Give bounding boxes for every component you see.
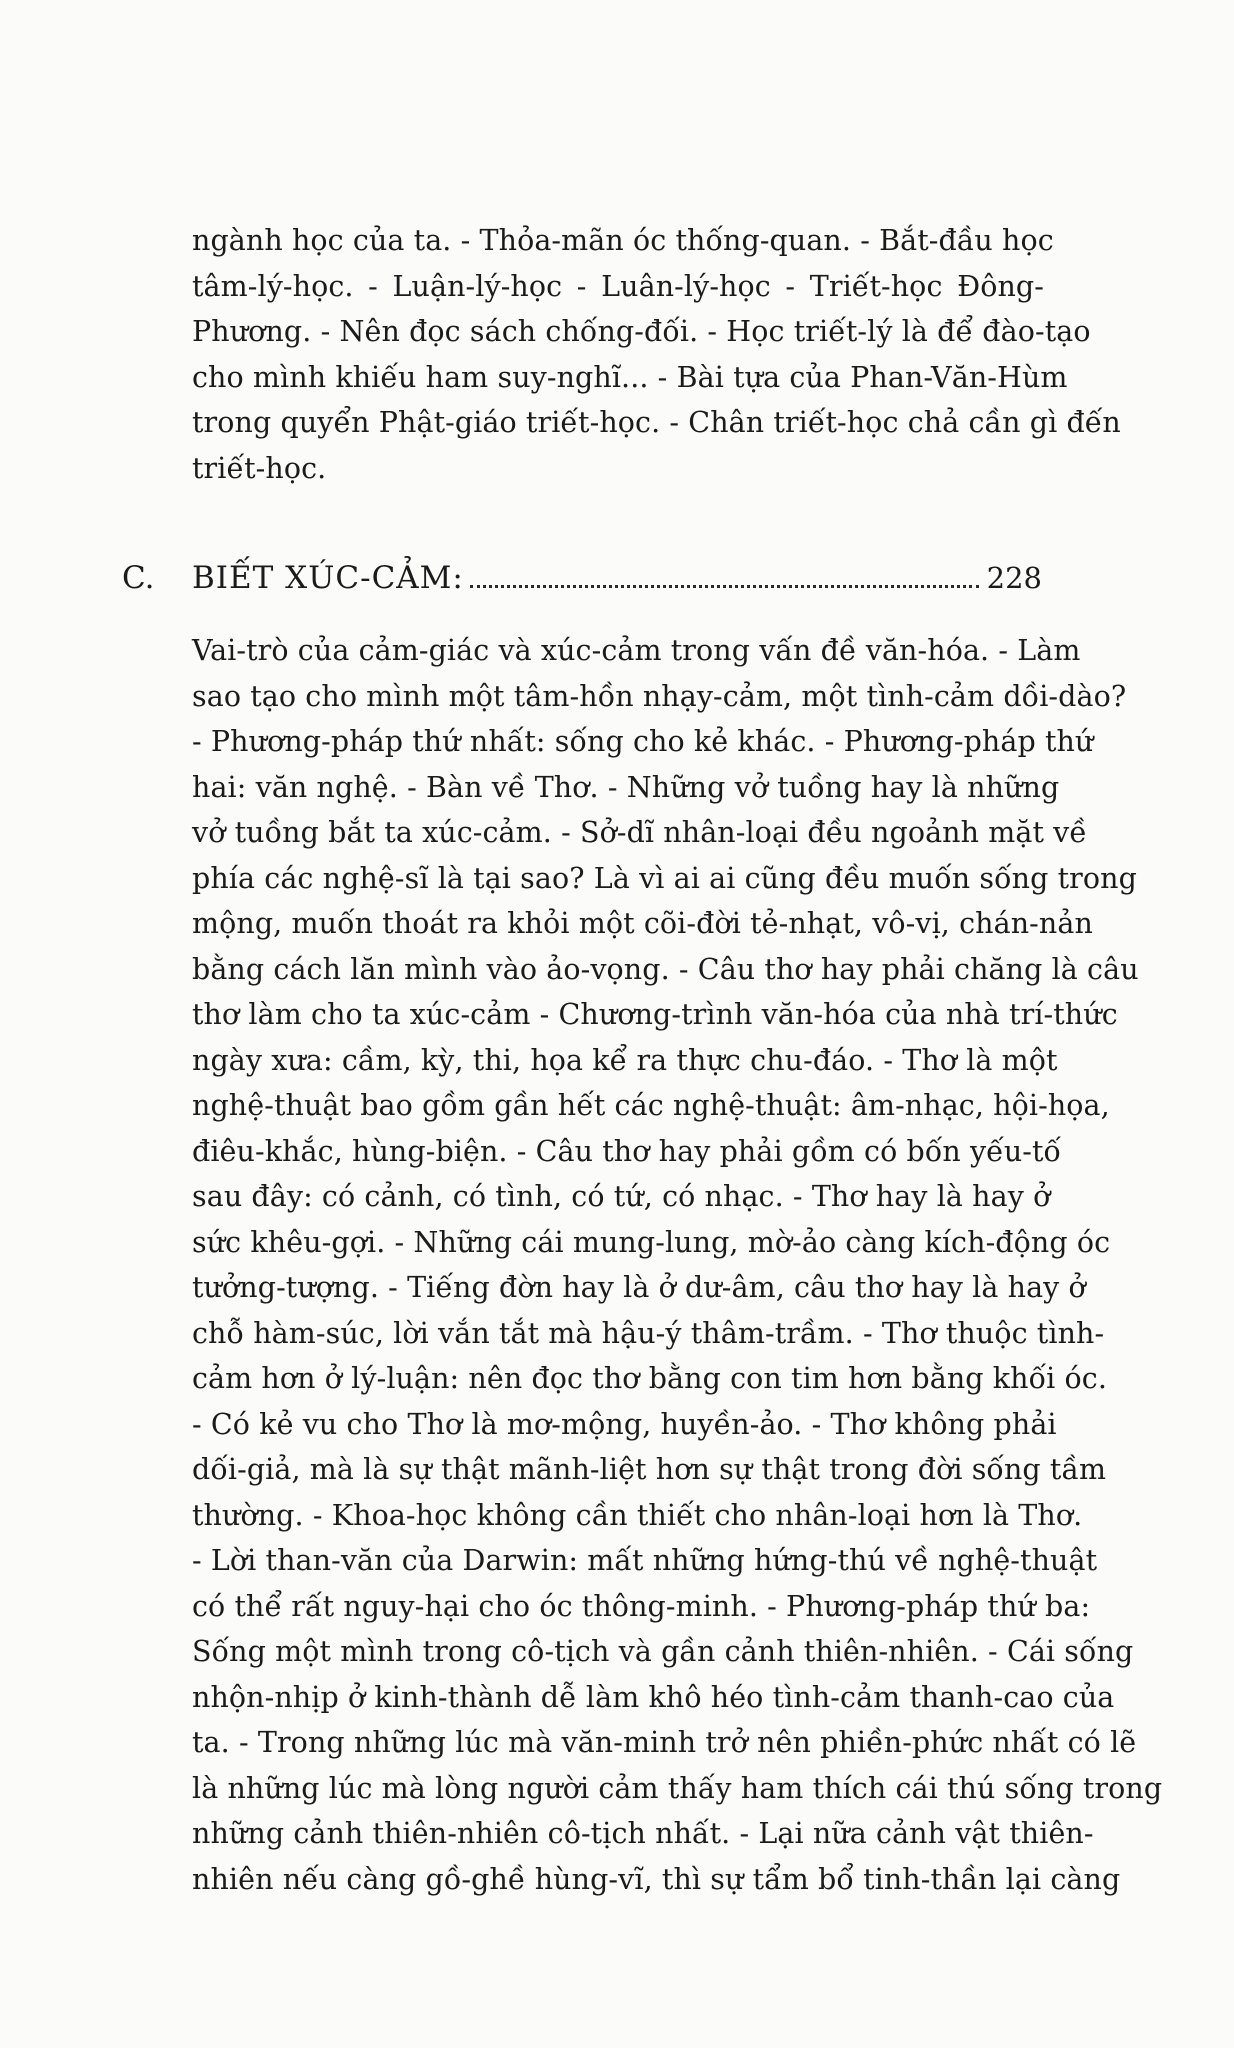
text-line: - Lời than-văn của Darwin: mất những hứng-thú về nghệ-thuật xyxy=(192,1544,1098,1577)
text-line: phía các nghệ-sĩ là tại sao? Là vì ai ai cũng đều muốn sống trong xyxy=(192,861,1137,895)
section-letter: C. xyxy=(122,560,155,596)
section-page-number: 228 xyxy=(986,561,1042,595)
text-line: ta. - Trong những lúc mà văn-minh trở nên phiền-phức nhất có lẽ xyxy=(192,1726,1137,1759)
text-line: sao tạo cho mình một tâm-hồn nhạy-cảm, một tình-cảm dồi-dào? xyxy=(192,679,1127,713)
text-line: sau đây: có cảnh, có tình, có tứ, có nhạc. - Thơ hay là hay ở xyxy=(192,1180,1051,1213)
text-line: dối-giả, mà là sự thật mãnh-liệt hơn sự thật trong đời sống tầm xyxy=(192,1453,1107,1486)
dot-leader xyxy=(470,584,979,588)
text-line: nhiên nếu càng gồ-ghề hùng-vĩ, thì sự tẩm bổ tinh-thần lại càng xyxy=(192,1862,1121,1896)
text-line: - Phương-pháp thứ nhất: sống cho kẻ khác. - Phương-pháp thứ xyxy=(192,725,1094,758)
text-line: cho mình khiếu ham suy-nghĩ... - Bài tựa của Phan-Văn-Hùm xyxy=(192,360,1068,394)
text-line: bằng cách lăn mình vào ảo-vọng. - Câu thơ hay phải chăng là câu xyxy=(192,952,1139,986)
text-line: triết-học. xyxy=(192,451,327,485)
section-heading xyxy=(122,560,1042,610)
text-line: cảm hơn ở lý-luận: nên đọc thơ bằng con tim hơn bằng khối óc. xyxy=(192,1362,1108,1395)
text-line: có thể rất nguy-hại cho óc thông-minh. - Phương-pháp thứ ba: xyxy=(192,1589,1091,1623)
text-line: hai: văn nghệ. - Bàn về Thơ. - Những vở tuồng hay là những xyxy=(192,770,1060,804)
text-line: ngành học của ta. - Thỏa-mãn óc thống-quan. - Bắt-đầu học xyxy=(192,224,1054,257)
text-line: Sống một mình trong cô-tịch và gần cảnh thiên-nhiên. - Cái sống xyxy=(192,1635,1134,1668)
text-line: tưởng-tượng. - Tiếng đờn hay là ở dư-âm, câu thơ hay là hay ở xyxy=(192,1271,1086,1304)
section-title: BIẾT XÚC-CẢM: xyxy=(192,560,464,596)
text-line: điêu-khắc, hùng-biện. - Câu thơ hay phải gồm có bốn yếu-tố xyxy=(192,1134,1062,1168)
text-line: vở tuồng bắt ta xúc-cảm. - Sở-dĩ nhân-loại đều ngoảnh mặt về xyxy=(192,816,1088,849)
main-paragraph xyxy=(192,628,1163,1902)
text-line: mộng, muốn thoát ra khỏi một cõi-đời tẻ-nhạt, vô-vị, chán-nản xyxy=(192,907,1093,940)
top-paragraph xyxy=(192,218,1121,491)
text-line: Vai-trò của cảm-giác và xúc-cảm trong vấn đề văn-hóa. - Làm xyxy=(192,634,1081,667)
text-line: là những lúc mà lòng người cảm thấy ham thích cái thú sống trong xyxy=(192,1771,1163,1805)
text-line: thường. - Khoa-học không cần thiết cho nhân-loại hơn là Thơ. xyxy=(192,1498,1083,1532)
text-line: chỗ hàm-súc, lời vắn tắt mà hậu-ý thâm-trầm. - Thơ thuộc tình- xyxy=(192,1316,1105,1350)
text-line: nhộn-nhịp ở kinh-thành dễ làm khô héo tình-cảm thanh-cao của xyxy=(192,1680,1115,1714)
text-line: ngày xưa: cầm, kỳ, thi, họa kể ra thực chu-đáo. - Thơ là một xyxy=(192,1043,1058,1077)
text-line: nghệ-thuật bao gồm gần hết các nghệ-thuật: âm-nhạc, hội-họa, xyxy=(192,1089,1110,1122)
text-line: Phương. - Nên đọc sách chống-đối. - Học triết-lý là để đào-tạo xyxy=(192,315,1091,348)
text-line: - Có kẻ vu cho Thơ là mơ-mộng, huyền-ảo. - Thơ không phải xyxy=(192,1407,1057,1441)
text-line: trong quyển Phật-giáo triết-học. - Chân triết-học chả cần gì đến xyxy=(192,406,1121,439)
text-line: tâm-lý-học. - Luận-lý-học - Luân-lý-học - Triết-học Đông- xyxy=(192,269,1044,303)
text-line: những cảnh thiên-nhiên cô-tịch nhất. - Lại nữa cảnh vật thiên- xyxy=(192,1817,1094,1850)
text-line: sức khêu-gợi. - Những cái mung-lung, mờ-ảo càng kích-động óc xyxy=(192,1225,1111,1259)
text-line: thơ làm cho ta xúc-cảm - Chương-trình văn-hóa của nhà trí-thức xyxy=(192,998,1118,1031)
